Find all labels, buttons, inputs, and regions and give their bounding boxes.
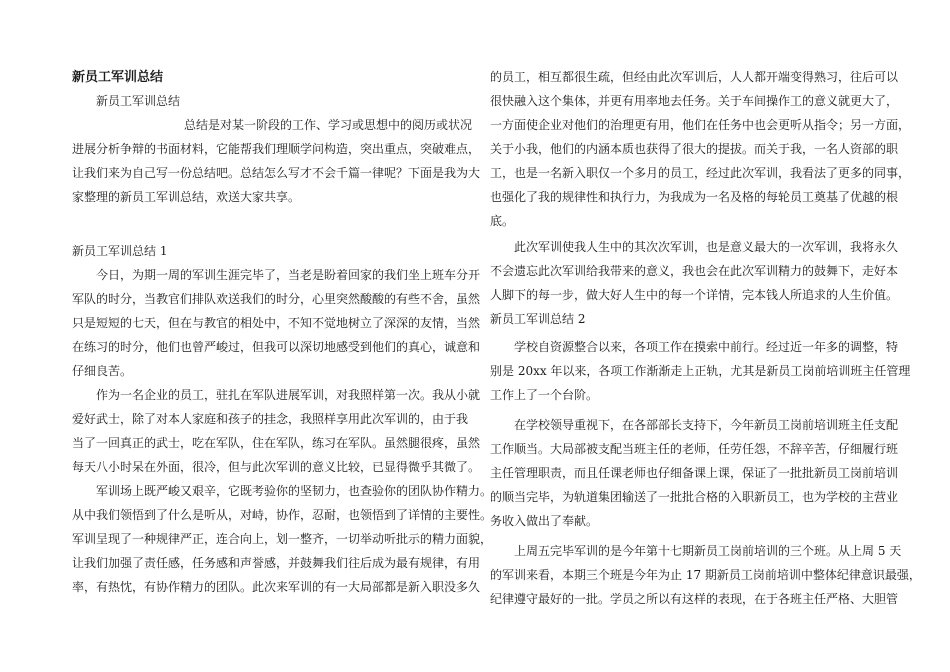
paragraph-line: 也强化了我的规律性和执行力，为我成为一名及格的每轮员工奠基了优越的根 <box>490 190 899 204</box>
paragraph-line: 进展分析争辩的书面材料，它能帮我们理顺学问构造，突出重点，突破难点， <box>72 142 481 156</box>
paragraph-line: 总结是对某一阶段的工作、学习或思想中的阅历或状况 <box>184 118 473 132</box>
paragraph-line: 军训场上既严峻又艰辛，它既考验你的坚韧力，也查验你的团队协作精力。 <box>96 484 493 498</box>
paragraph-line: 仔细良苦。 <box>72 364 133 378</box>
paragraph-line: 每天八小时呆在外面，很冷，但与此次军训的意义比较，已显得微乎其微了。 <box>72 460 481 474</box>
paragraph-line: 底。 <box>490 214 515 228</box>
paragraph-line: 别是 20xx 年以来，各项工作渐渐走上正轨，尤其是新员工岗前培训班主任管理 <box>490 364 911 378</box>
document-title: 新员工军训总结 <box>72 70 164 85</box>
paragraph-line: 只是短短的七天，但在与教官的相处中，不知不觉地树立了深深的友情，当然 <box>72 316 481 330</box>
paragraph-line: 学校自资源整合以来，各项工作在摸索中前行。经过近一年多的调整，特 <box>514 340 899 354</box>
paragraph-line: 上周五完毕军训的是今年第十七期新员工岗前培训的三个班。从上周 5 天 <box>514 544 902 558</box>
paragraph-line: 作为一名企业的员工，驻扎在军队进展军训，对我照样第一次。我从小就 <box>96 388 481 402</box>
paragraph-line: 的员工，相互都很生疏，但经由此次军训后，人人都开端变得熟习，往后可以 <box>490 70 899 84</box>
paragraph-line: 在学校领导重视下，在各部部长支持下，今年新员工岗前培训班主任支配 <box>514 418 899 432</box>
paragraph-line: 军队的时分，当教官们排队欢送我们的时分，心里突然酸酸的有些不舍，虽然 <box>72 292 481 306</box>
section-heading: 新员工军训总结 1 <box>72 244 168 258</box>
paragraph-line: 家整理的新员工军训总结，欢送大家共享。 <box>72 190 301 204</box>
subtitle: 新员工军训总结 <box>96 94 181 108</box>
paragraph-line: 从中我们领悟到了什么是听从，对峙，协作，忍耐，也领悟到了详情的主要性。 <box>72 508 493 522</box>
paragraph-line: 纪律遵守最好的一批。学员之所以有这样的表现，在于各班主任严格、大胆管 <box>490 592 899 606</box>
paragraph-line: 的军训来看，本期三个班是今年为止 17 期新员工岗前培训中整体纪律意识最强， <box>490 568 921 582</box>
paragraph-line: 关于小我，他们的内涵本质也获得了很大的提拔。而关于我，一名人资部的职 <box>490 142 899 156</box>
paragraph-line: 让我们来为自己写一份总结吧。总结怎么写才不会千篇一律呢？下面是我为大 <box>72 166 481 180</box>
paragraph-line: 工作上了一个台阶。 <box>490 388 599 402</box>
paragraph-line: 主任管理职责，而且任课老师也仔细备课上课，保证了一批批新员工岗前培训 <box>490 466 899 480</box>
paragraph-line: 当了一回真正的武士，吃在军队，住在军队，练习在军队。虽然腿很疼，虽然 <box>72 436 481 450</box>
paragraph-line: 爱好武士，除了对本人家庭和孩子的挂念，我照样享用此次军训的，由于我 <box>72 412 469 426</box>
paragraph-line: 率，有热忱，有协作精力的团队。此次来军训的有一大局部都是新入职没多久 <box>72 580 481 594</box>
paragraph-line: 工作顺当。大局部被支配当班主任的老师，任劳任怨，不辞辛苦，仔细履行班 <box>490 442 899 456</box>
paragraph-line: 今日，为期一周的军训生涯完毕了，当老是盼着回家的我们坐上班车分开 <box>96 268 481 282</box>
paragraph-line: 一方面使企业对他们的治理更有用，他们在任务中也会更听从指令；另一方面， <box>490 118 911 132</box>
paragraph-line: 人脚下的每一步，做大好人生中的每一个详情，完本钱人所追求的人生价值。 <box>490 288 899 302</box>
paragraph-line: 工，也是一名新入职仅一个多月的员工，经过此次军训，我看法了更多的同事， <box>490 166 911 180</box>
paragraph-line: 不会遗忘此次军训给我带来的意义，我也会在此次军训精力的鼓舞下，走好本 <box>490 264 899 278</box>
paragraph-line: 务收入做出了奉献。 <box>490 514 599 528</box>
paragraph-line: 此次军训使我人生中的其次次军训，也是意义最大的一次军训，我将永久 <box>514 240 899 254</box>
section-heading: 新员工军训总结 2 <box>490 312 586 326</box>
paragraph-line: 的顺当完毕，为轨道集团输送了一批批合格的入职新员工，也为学校的主营业 <box>490 490 899 504</box>
paragraph-line: 很快融入这个集体，并更有用率地去任务。关于车间操作工的意义就更大了， <box>490 94 899 108</box>
paragraph-line: 军训呈现了一种规律严正，连合向上，划一整齐，一切举动听批示的精力面貌， <box>72 532 493 546</box>
paragraph-line: 让我们加强了责任感，任务感和声誉感，并鼓舞我们往后成为最有规律，有用 <box>72 556 481 570</box>
paragraph-line: 在练习的时分，他们也曾严峻过，但我可以深切地感受到他们的真心，诚意和 <box>72 340 481 354</box>
